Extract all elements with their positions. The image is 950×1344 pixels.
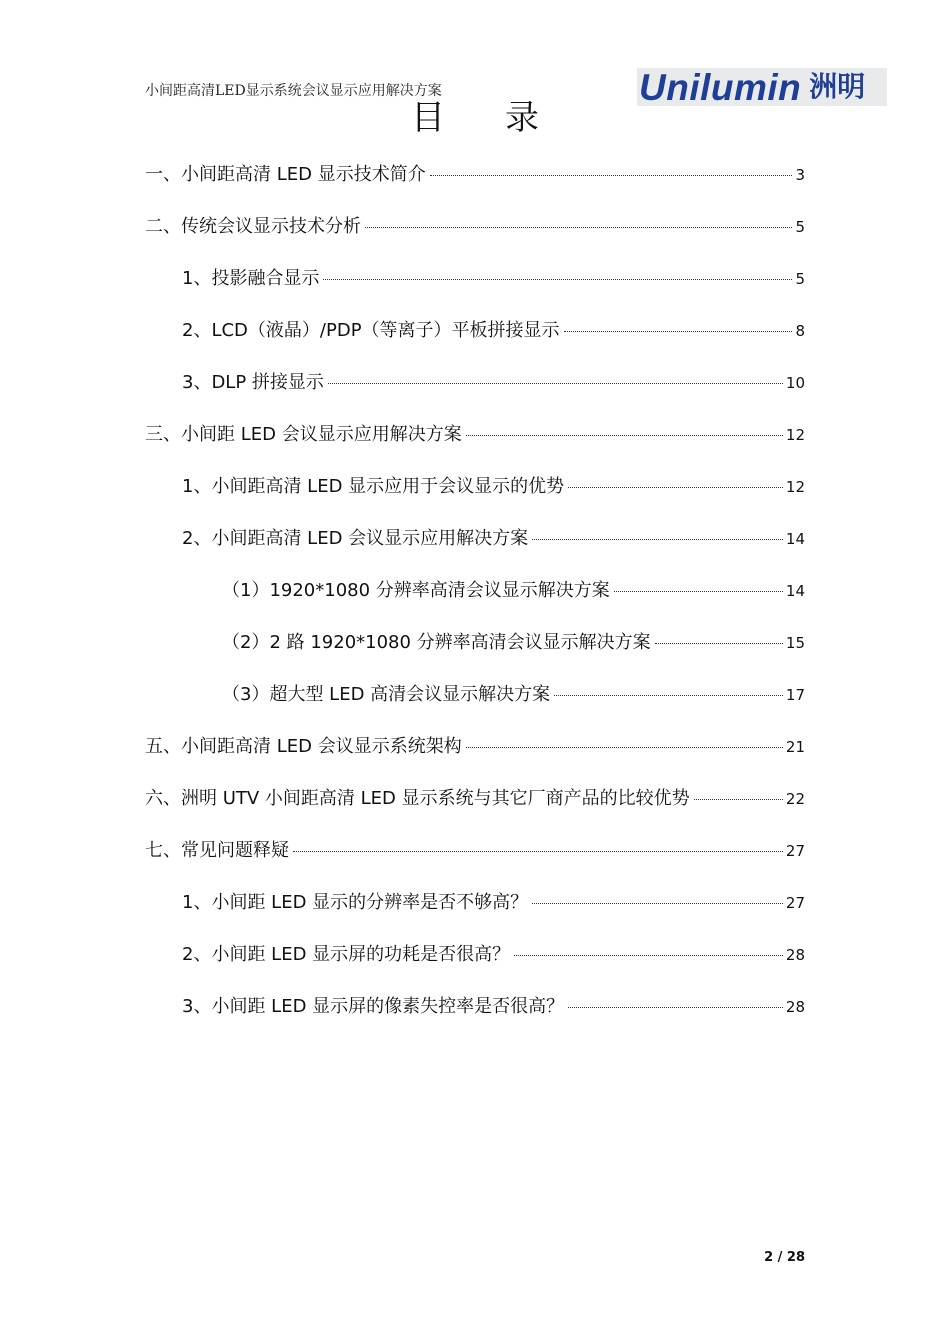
toc-entry-page: 12 (785, 478, 805, 496)
toc-entry[interactable] (222, 631, 805, 655)
toc-entry-text: 1、小间距高清 LED 显示应用于会议显示的优势 (182, 476, 565, 497)
toc-entry-text: 1、投影融合显示 (182, 268, 320, 289)
toc-entry-text: 1、小间距 LED 显示的分辨率是否不够高？ (182, 892, 529, 913)
toc-leader-dots (564, 331, 793, 332)
toc-entry[interactable] (182, 319, 805, 343)
toc-leader-dots (532, 539, 783, 540)
toc-leader-dots (328, 383, 783, 384)
toc-entry-page: 22 (785, 790, 805, 808)
toc-entry-text: （3）超大型 LED 高清会议显示解决方案 (222, 684, 551, 705)
toc-leader-dots (568, 1007, 783, 1008)
toc-entry[interactable] (145, 423, 805, 447)
toc-leader-dots (293, 851, 783, 852)
toc-entry-text: （1）1920*1080 分辨率高清会议显示解决方案 (222, 580, 610, 601)
toc-leader-dots (430, 175, 793, 176)
toc-entry[interactable] (182, 475, 805, 499)
toc-entry-page: 14 (785, 582, 805, 600)
toc-entry-text: 2、小间距高清 LED 会议显示应用解决方案 (182, 528, 529, 549)
toc-entry[interactable] (182, 527, 805, 551)
toc-entry[interactable] (145, 735, 805, 759)
page-number: 2 / 28 (764, 1250, 805, 1265)
toc-entry[interactable] (145, 787, 805, 811)
toc-leader-dots (466, 747, 783, 748)
toc-leader-dots (694, 799, 783, 800)
toc-entry-text: 3、DLP 拼接显示 (182, 372, 324, 393)
logo-latin-text: Unilumin (639, 66, 802, 108)
toc-entry-page: 12 (785, 426, 805, 444)
toc-leader-dots (514, 955, 783, 956)
toc-entry-page: 27 (785, 842, 805, 860)
toc-entry-text: 三、小间距 LED 会议显示应用解决方案 (145, 424, 462, 445)
toc-entry[interactable] (182, 891, 805, 915)
toc-leader-dots (466, 435, 783, 436)
toc-entry-text: 2、LCD（液晶）/PDP（等离子）平板拼接显示 (182, 320, 560, 341)
document-header-title: 小间距高清LED显示系统会议显示应用解决方案 (145, 83, 442, 99)
toc-leader-dots (554, 695, 783, 696)
toc-leader-dots (365, 227, 792, 228)
toc-entry-text: 2、小间距 LED 显示屏的功耗是否很高？ (182, 944, 511, 965)
toc-entry[interactable] (145, 215, 805, 239)
toc-entry-page: 15 (785, 634, 805, 652)
toc-entry[interactable] (182, 371, 805, 395)
toc-entry-text: 一、小间距高清 LED 显示技术简介 (145, 164, 426, 185)
toc-entry-page: 5 (795, 270, 805, 288)
toc-heading-left: 目 (411, 98, 445, 138)
toc-leader-dots (532, 903, 783, 904)
toc-entry-text: 七、常见问题释疑 (145, 840, 289, 861)
toc-entry[interactable] (222, 579, 805, 603)
toc-entry-page: 8 (795, 322, 805, 340)
toc-entry-text: 3、小间距 LED 显示屏的像素失控率是否很高？ (182, 996, 565, 1017)
toc-entry-page: 14 (785, 530, 805, 548)
toc-entry-page: 28 (785, 946, 805, 964)
toc-entry-page: 17 (785, 686, 805, 704)
toc-entry-page: 21 (785, 738, 805, 756)
toc-leader-dots (568, 487, 783, 488)
toc-entry-text: （2）2 路 1920*1080 分辨率高清会议显示解决方案 (222, 632, 651, 653)
logo-chinese-text: 洲明 (809, 70, 866, 103)
toc-entry[interactable] (145, 163, 805, 187)
toc-heading (0, 90, 950, 139)
toc-entry-page: 3 (795, 166, 805, 184)
toc-leader-dots (323, 279, 792, 280)
toc-leader-dots (655, 643, 783, 644)
toc-entry-text: 二、传统会议显示技术分析 (145, 216, 361, 237)
toc-entry[interactable] (182, 995, 805, 1019)
toc-entry-text: 六、洲明 UTV 小间距高清 LED 显示系统与其它厂商产品的比较优势 (145, 788, 690, 809)
toc-entry[interactable] (222, 683, 805, 707)
toc-entry-text: 五、小间距高清 LED 会议显示系统架构 (145, 736, 462, 757)
toc-leader-dots (614, 591, 783, 592)
toc-entry-page: 10 (785, 374, 805, 392)
toc-entry[interactable] (182, 267, 805, 291)
toc-entry-page: 5 (795, 218, 805, 236)
toc-entry-page: 27 (785, 894, 805, 912)
toc-heading-right: 录 (505, 98, 539, 138)
toc-entry[interactable] (182, 943, 805, 967)
toc-entry-page: 28 (785, 998, 805, 1016)
toc-entry[interactable] (145, 839, 805, 863)
